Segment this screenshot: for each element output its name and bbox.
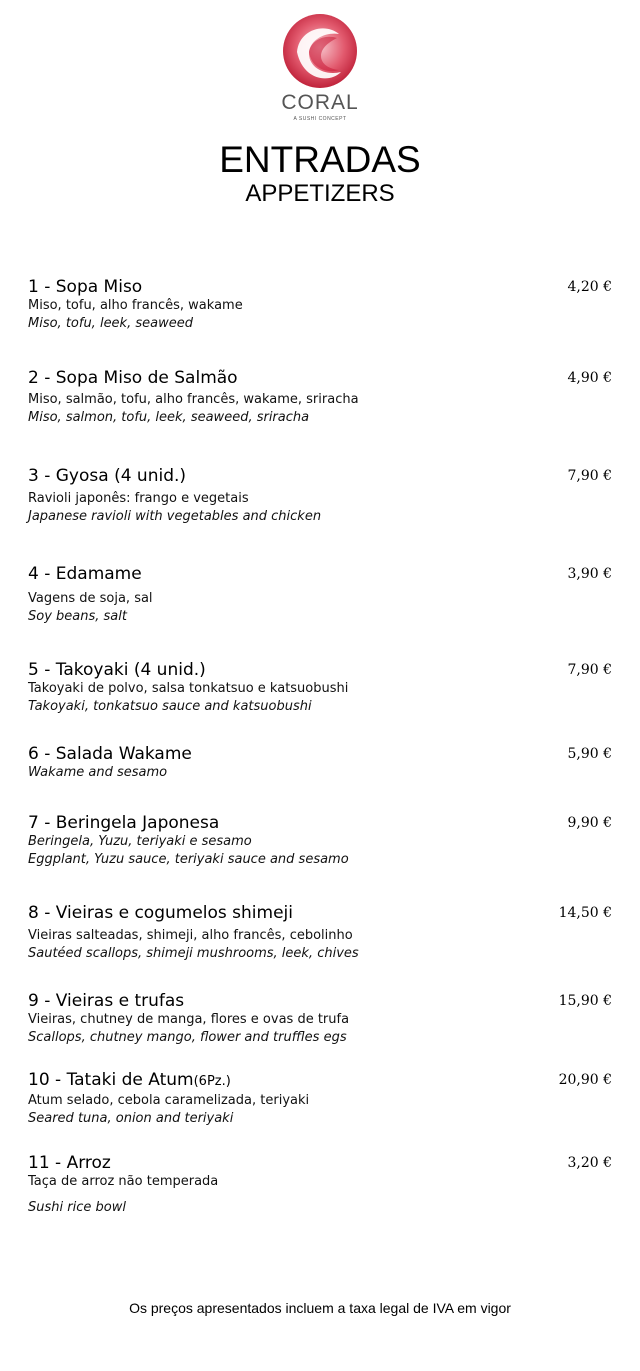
item-name: 3 - Gyosa (4 unid.) bbox=[28, 466, 187, 486]
item-price: 20,90 € bbox=[558, 1072, 612, 1088]
item-name bbox=[28, 1070, 612, 1092]
item-price: 3,90 € bbox=[567, 566, 612, 582]
item-description-pt: Vagens de soja, sal bbox=[28, 591, 153, 606]
item-description-en: Beringela, Yuzu, teriyaki e sesamo bbox=[28, 834, 252, 849]
item-name: 9 - Vieiras e trufas bbox=[28, 991, 185, 1011]
brand-tagline: A SUSHI CONCEPT bbox=[293, 116, 347, 122]
section-heading bbox=[0, 140, 640, 208]
item-description-pt: Takoyaki de polvo, salsa tonkatsuo e katsuobushi bbox=[28, 681, 349, 696]
menu-item bbox=[28, 466, 612, 526]
menu-item bbox=[28, 1153, 612, 1217]
menu-item bbox=[28, 991, 612, 1047]
item-price: 4,20 € bbox=[567, 279, 612, 295]
item-description-pt: Miso, salmão, tofu, alho francês, wakame, sriracha bbox=[28, 392, 359, 407]
menu-item bbox=[28, 813, 612, 869]
item-description-en: Sautéed scallops, shimeji mushrooms, leek, chives bbox=[28, 946, 359, 961]
tax-note: Os preços apresentados incluem a taxa legal de IVA em vigor bbox=[129, 1300, 511, 1316]
item-description-en: Miso, tofu, leek, seaweed bbox=[28, 316, 193, 331]
item-description-en: Eggplant, Yuzu sauce, teriyaki sauce and sesamo bbox=[28, 852, 349, 867]
menu-item bbox=[28, 277, 612, 333]
item-price: 7,90 € bbox=[567, 662, 612, 678]
item-description-pt: Vieiras salteadas, shimeji, alho francês, cebolinho bbox=[28, 928, 353, 943]
item-description-en: Sushi rice bowl bbox=[28, 1200, 126, 1215]
item-name-main: 10 - Tataki de Atum bbox=[28, 1070, 194, 1090]
brand-name: CORAL bbox=[281, 91, 359, 114]
item-description-en: Scallops, chutney mango, flower and truffles egs bbox=[28, 1030, 347, 1045]
item-name: 2 - Sopa Miso de Salmão bbox=[28, 368, 238, 388]
item-name: 4 - Edamame bbox=[28, 564, 142, 584]
item-description-pt: Taça de arroz não temperada bbox=[28, 1174, 219, 1189]
item-description-pt: Miso, tofu, alho francês, wakame bbox=[28, 298, 243, 313]
item-description-en: Seared tuna, onion and teriyaki bbox=[28, 1111, 234, 1126]
item-description-en: Wakame and sesamo bbox=[28, 765, 168, 780]
coral-logo-icon bbox=[279, 12, 361, 90]
item-description-en: Miso, salmon, tofu, leek, seaweed, sriracha bbox=[28, 410, 310, 425]
menu-item bbox=[28, 1070, 612, 1128]
item-price: 14,50 € bbox=[558, 905, 612, 921]
menu-item bbox=[28, 903, 612, 963]
item-price: 3,20 € bbox=[567, 1155, 612, 1171]
item-description-pt: Atum selado, cebola caramelizada, teriyaki bbox=[28, 1093, 310, 1108]
item-description-en: Soy beans, salt bbox=[28, 609, 127, 624]
item-price: 4,90 € bbox=[567, 370, 612, 386]
menu-item bbox=[28, 368, 612, 427]
item-description-pt: Ravioli japonês: frango e vegetais bbox=[28, 491, 249, 506]
item-description-pt: Vieiras, chutney de manga, flores e ovas de trufa bbox=[28, 1012, 350, 1027]
item-price: 5,90 € bbox=[567, 746, 612, 762]
item-name: 7 - Beringela Japonesa bbox=[28, 813, 220, 833]
menu-item bbox=[28, 564, 612, 626]
item-price: 15,90 € bbox=[558, 993, 612, 1009]
item-name: 11 - Arroz bbox=[28, 1153, 111, 1173]
item-description-en: Takoyaki, tonkatsuo sauce and katsuobushi bbox=[28, 699, 312, 714]
item-name: 5 - Takoyaki (4 unid.) bbox=[28, 660, 206, 680]
section-subtitle: APPETIZERS bbox=[245, 180, 395, 207]
item-price: 9,90 € bbox=[567, 815, 612, 831]
item-name: 6 - Salada Wakame bbox=[28, 744, 192, 764]
item-name: 1 - Sopa Miso bbox=[28, 277, 143, 297]
menu-item bbox=[28, 744, 612, 782]
section-title: ENTRADAS bbox=[219, 139, 421, 180]
item-description-en: Japanese ravioli with vegetables and chicken bbox=[28, 509, 322, 524]
brand-logo bbox=[0, 12, 640, 123]
item-name: 8 - Vieiras e cogumelos shimeji bbox=[28, 903, 293, 923]
menu-item bbox=[28, 660, 612, 716]
item-price: 7,90 € bbox=[567, 468, 612, 484]
item-name-suffix: (6Pz.) bbox=[193, 1074, 231, 1089]
